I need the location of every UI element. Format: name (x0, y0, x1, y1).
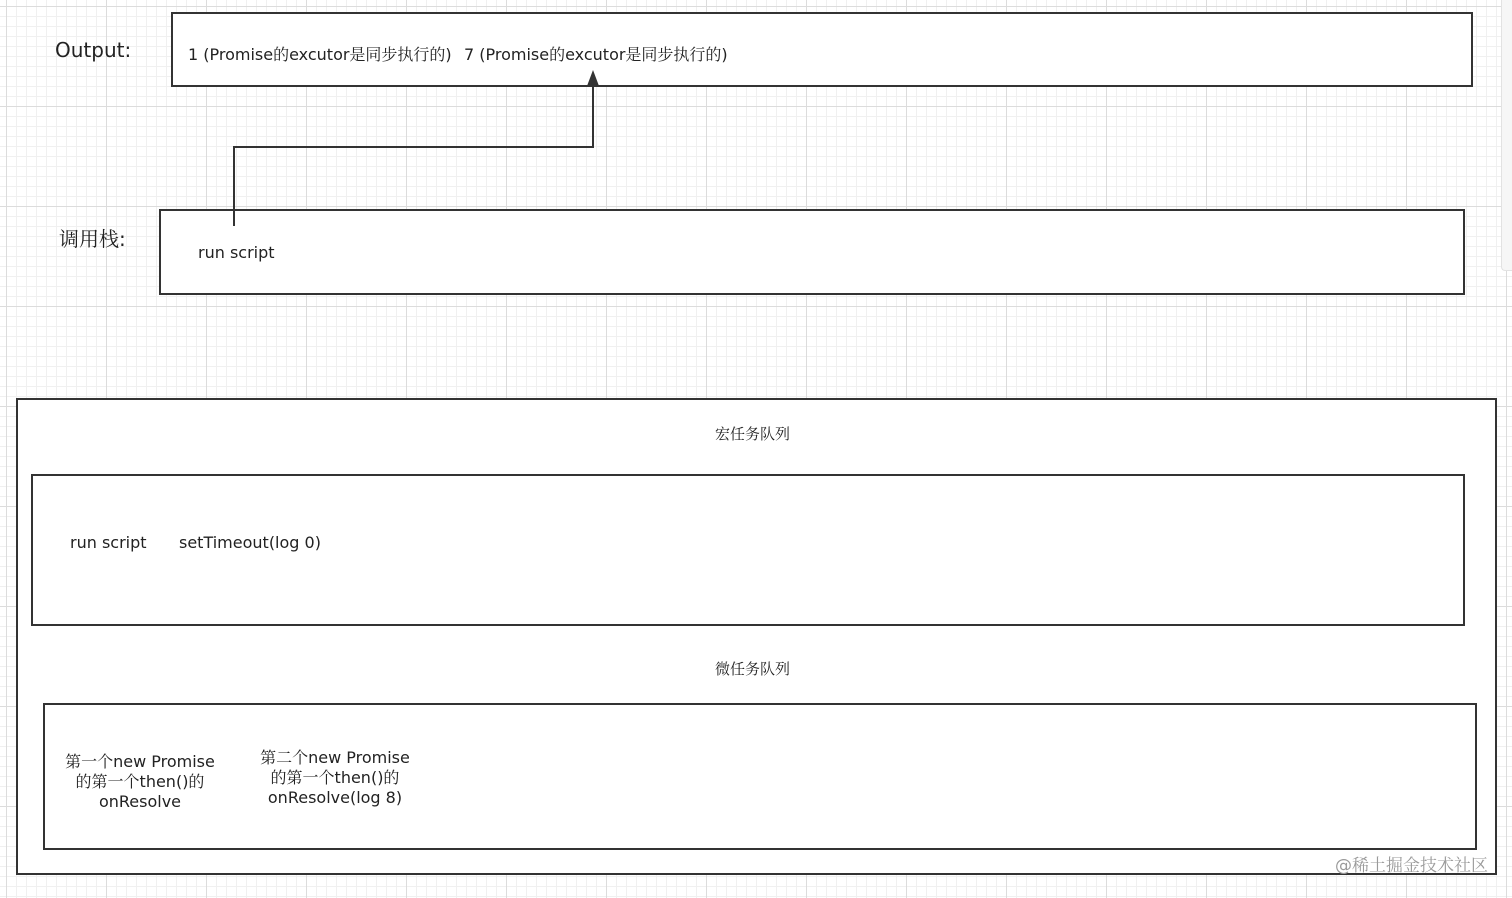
callstack-item: run script (198, 243, 275, 262)
macro-item-settimeout: setTimeout(log 0) (179, 533, 321, 552)
callstack-to-output-connector (234, 86, 593, 226)
watermark: @稀土掘金技术社区 (1335, 856, 1488, 876)
macro-item-run-script: run script (70, 533, 147, 552)
micro-item-first-line-2: 的第一个then()的 (75, 772, 205, 791)
macro-queue-title: 宏任务队列 (715, 425, 791, 443)
micro-item-second-line-3: onResolve(log 8) (267, 788, 403, 807)
output-label: Output: (55, 38, 132, 62)
micro-item-first-line-1: 第一个new Promise (65, 752, 215, 771)
micro-item-second-line-2: 的第一个then()的 (270, 768, 400, 787)
callstack-label: 调用栈: (59, 227, 126, 251)
micro-item-second-line-1: 第二个new Promise (260, 748, 410, 767)
output-item-1: 1 (Promise的excutor是同步执行的) (188, 45, 452, 64)
output-item-7: 7 (Promise的excutor是同步执行的) (464, 45, 728, 64)
micro-queue-title: 微任务队列 (715, 660, 791, 678)
micro-item-first-line-3: onResolve (98, 792, 182, 811)
connector-arrowhead (587, 70, 599, 86)
